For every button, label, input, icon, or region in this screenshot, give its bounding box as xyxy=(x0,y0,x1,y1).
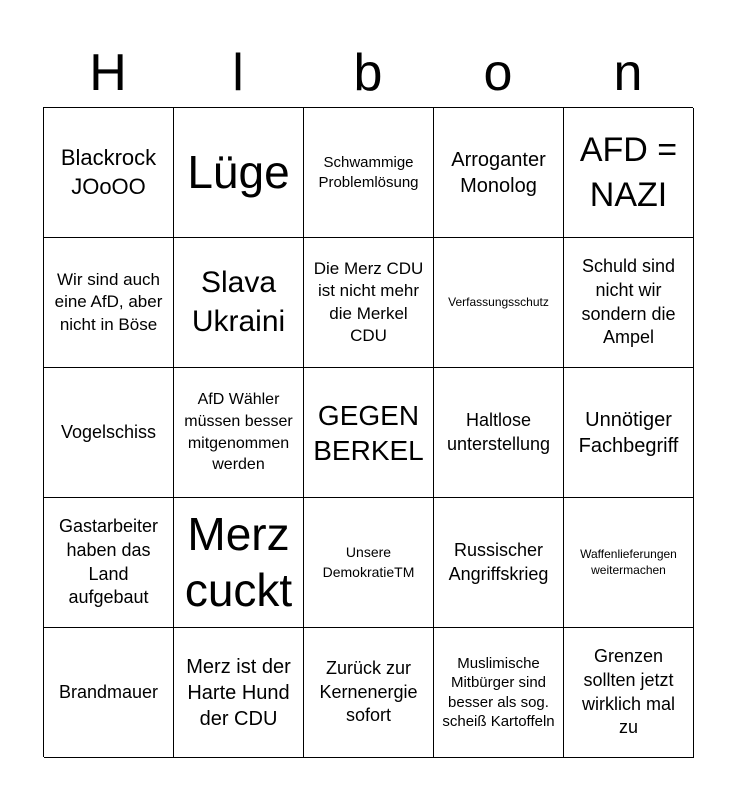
cell-text: Waffenlieferungen weitermachen xyxy=(580,546,677,577)
bingo-cell-r3c3[interactable] xyxy=(304,368,434,498)
cell-text: Russischer Angriffskrieg xyxy=(448,539,549,584)
bingo-cell-r4c4[interactable] xyxy=(434,498,564,628)
cell-text: Schwammige Problemlösung xyxy=(318,154,419,191)
cell-text: GEGEN BERKEL xyxy=(313,399,424,466)
bingo-cell-r2c3[interactable] xyxy=(304,238,434,368)
cell-text: Die Merz CDU ist nicht mehr die Merkel CDU xyxy=(313,259,424,345)
cell-text: Merz cuckt xyxy=(184,508,293,616)
bingo-cell-r4c1[interactable] xyxy=(44,498,174,628)
bingo-cell-r2c5[interactable] xyxy=(564,238,694,368)
bingo-cell-r1c3[interactable] xyxy=(304,108,434,238)
header-letter-3: b xyxy=(353,44,383,102)
bingo-cell-r4c3[interactable] xyxy=(304,498,434,628)
bingo-cell-r1c5[interactable] xyxy=(564,108,694,238)
cell-text: Zurück zur Kernenergie sofort xyxy=(319,657,418,726)
cell-text: Unsere DemokratieTM xyxy=(322,543,415,580)
bingo-cell-r3c1[interactable] xyxy=(44,368,174,498)
bingo-board xyxy=(43,107,693,757)
cell-text: Grenzen sollten jetzt wirklich mal zu xyxy=(581,646,675,738)
bingo-cell-r1c4[interactable] xyxy=(434,108,564,238)
cell-text: Muslimische Mitbürger sind besser als sog. scheiß Kartoffeln xyxy=(442,654,555,730)
bingo-cell-r3c4[interactable] xyxy=(434,368,564,498)
cell-text: AFD = NAZI xyxy=(579,131,678,214)
bingo-cell-r1c2[interactable] xyxy=(174,108,304,238)
cell-text: Blackrock JOoOO xyxy=(60,144,157,199)
cell-text: Brandmauer xyxy=(58,681,159,702)
cell-text: Gastarbeiter haben das Land aufgebaut xyxy=(58,516,159,608)
cell-text: Lüge xyxy=(187,145,290,198)
header-letter-1: H xyxy=(89,44,127,102)
bingo-cell-r2c1[interactable] xyxy=(44,238,174,368)
header-letter-5: n xyxy=(613,44,643,102)
cell-text: Slava Ukraini xyxy=(191,266,286,338)
header-letter-4: o xyxy=(483,44,513,102)
cell-text: Arroganter Monolog xyxy=(451,148,546,197)
bingo-cell-r5c5[interactable] xyxy=(564,628,694,758)
bingo-cell-r4c2[interactable] xyxy=(174,498,304,628)
bingo-cell-r3c2[interactable] xyxy=(174,368,304,498)
cell-text: Vogelschiss xyxy=(60,421,157,442)
cell-text: Haltlose unterstellung xyxy=(446,409,551,454)
cell-text: Verfassungsschutz xyxy=(448,294,549,309)
bingo-cell-r5c3[interactable] xyxy=(304,628,434,758)
bingo-cell-r5c1[interactable] xyxy=(44,628,174,758)
cell-text: Schuld sind nicht wir sondern die Ampel xyxy=(581,256,676,348)
bingo-cell-r4c5[interactable] xyxy=(564,498,694,628)
bingo-header xyxy=(43,38,693,108)
header-letter-2: l xyxy=(232,44,244,102)
cell-text: Merz ist der Harte Hund der CDU xyxy=(186,655,291,730)
bingo-cell-r5c2[interactable] xyxy=(174,628,304,758)
cell-text: Unnötiger Fachbegriff xyxy=(578,408,679,457)
cell-text: Wir sind auch eine AfD, aber nicht in Böse xyxy=(54,270,163,334)
bingo-cell-r3c5[interactable] xyxy=(564,368,694,498)
bingo-cell-r5c4[interactable] xyxy=(434,628,564,758)
cell-text: AfD Wähler müssen besser mitgenommen werden xyxy=(184,391,293,474)
bingo-cell-r2c2[interactable] xyxy=(174,238,304,368)
bingo-cell-r1c1[interactable] xyxy=(44,108,174,238)
bingo-cell-r2c4[interactable] xyxy=(434,238,564,368)
